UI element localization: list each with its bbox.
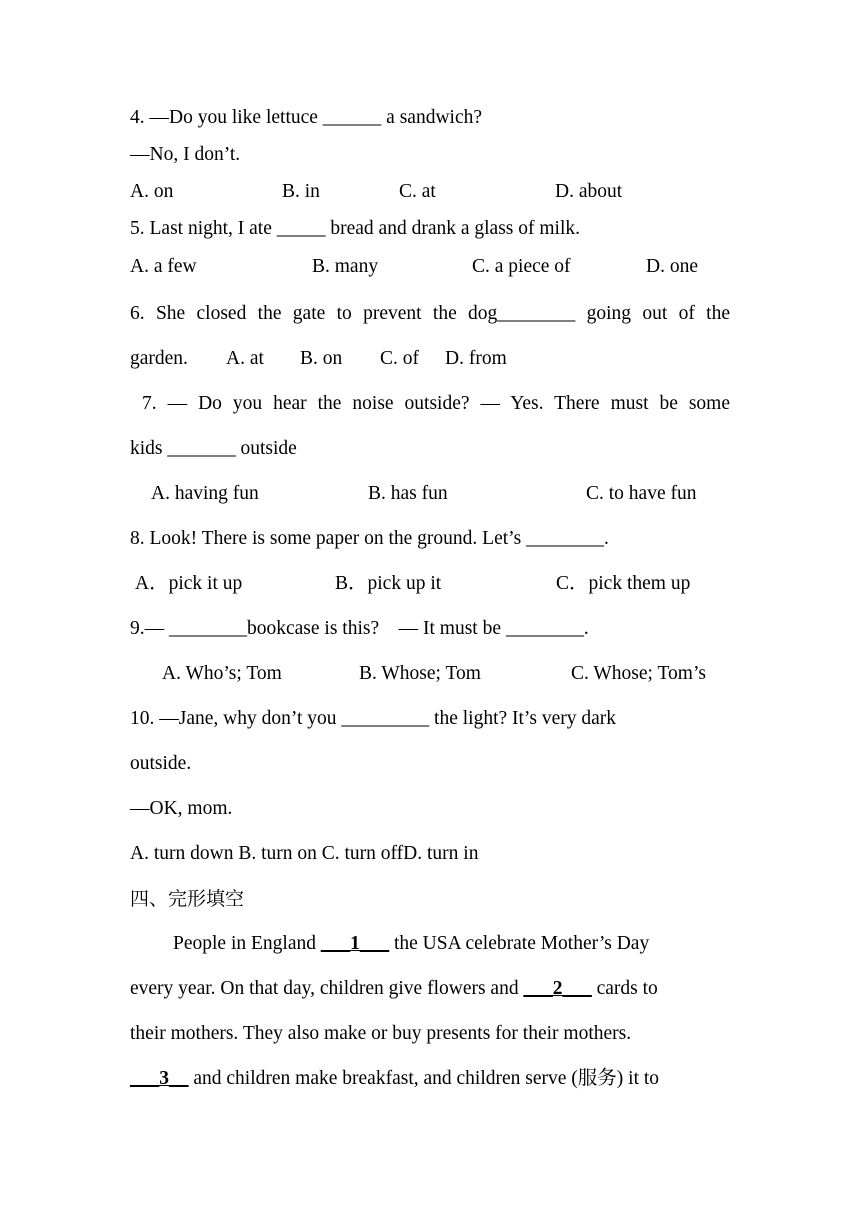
- q6-line2: garden.: [130, 348, 188, 369]
- q7-line1: 7. — Do you hear the noise outside? — Yes. There must be some: [142, 393, 730, 414]
- cloze-line-2: [130, 977, 658, 1001]
- q8-option-a: A．pick it up: [135, 573, 243, 594]
- q6-option-d: D. from: [445, 348, 507, 369]
- cloze-line-4: [130, 1067, 659, 1091]
- cloze-text: cards to: [591, 978, 658, 999]
- q5-stem: 5. Last night, I ate _____ bread and drank a glass of milk.: [130, 218, 581, 239]
- q10-line1: 10. —Jane, why don’t you _________ the light? It’s very dark: [130, 708, 616, 729]
- q4-option-d: D. about: [555, 181, 623, 202]
- q10-reply: —OK, mom.: [130, 798, 233, 819]
- cloze-line-1: [173, 932, 649, 956]
- q7-option-c: C. to have fun: [586, 483, 697, 504]
- cloze-text: the USA celebrate Mother’s Day: [389, 933, 650, 954]
- q9-option-a: A. Who’s; Tom: [162, 663, 282, 684]
- q7-option-a: A. having fun: [151, 483, 259, 504]
- q9-stem: 9.— ________bookcase is this? — It must be ________.: [130, 618, 589, 639]
- q4-option-c: C. at: [399, 181, 436, 202]
- cloze-line-3: their mothers. They also make or buy presents for their mothers.: [130, 1023, 632, 1044]
- cloze-blank-3: ___3__: [130, 1068, 189, 1089]
- section-heading: 四、完形填空: [130, 888, 245, 910]
- q4-stem: 4. —Do you like lettuce ______ a sandwich?: [130, 107, 482, 128]
- q8-stem: 8. Look! There is some paper on the ground. Let’s ________.: [130, 528, 609, 549]
- q4-option-b: B. in: [282, 181, 320, 202]
- q7-option-b: B. has fun: [368, 483, 448, 504]
- q6-line1: 6. She closed the gate to prevent the dog________ going out of the: [130, 303, 730, 324]
- q6-option-c: C. of: [380, 348, 419, 369]
- q6-option-b: B. on: [300, 348, 343, 369]
- q5-option-c: C. a piece of: [472, 256, 571, 277]
- q4-reply: —No, I don’t.: [130, 144, 241, 165]
- q5-option-a: A. a few: [130, 256, 197, 277]
- cloze-text: every year. On that day, children give flowers and: [130, 978, 524, 999]
- q10-line2: outside.: [130, 753, 192, 774]
- cloze-text: and children make breakfast, and children serve (服务) it to: [188, 1068, 660, 1089]
- q7-line2: kids _______ outside: [130, 438, 297, 459]
- q5-option-b: B. many: [312, 256, 379, 277]
- cloze-blank-2: ___2___: [523, 978, 592, 999]
- q10-options: A. turn down B. turn on C. turn offD. turn in: [130, 843, 479, 864]
- q9-option-c: C. Whose; Tom’s: [571, 663, 706, 684]
- q8-option-b: B．pick up it: [335, 573, 442, 594]
- cloze-text: People in England: [173, 933, 321, 954]
- q6-option-a: A. at: [226, 348, 264, 369]
- cloze-blank-1: ___1___: [320, 933, 390, 954]
- q5-option-d: D. one: [646, 256, 698, 277]
- q9-option-b: B. Whose; Tom: [359, 663, 481, 684]
- q8-option-c: C．pick them up: [556, 573, 691, 594]
- q4-option-a: A. on: [130, 181, 174, 202]
